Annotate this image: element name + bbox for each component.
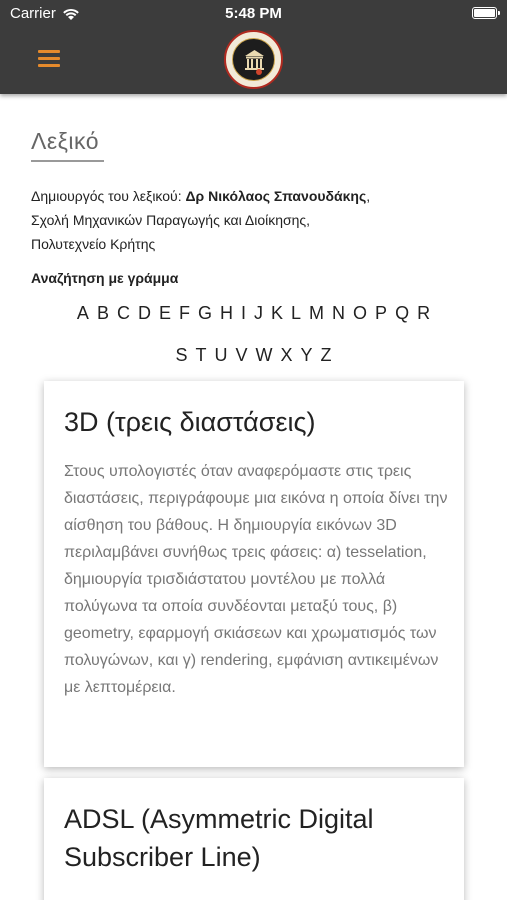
temple-icon [233, 39, 276, 82]
battery-icon [472, 7, 497, 19]
search-by-letter-label: Αναζήτηση με γράμμα [31, 270, 179, 286]
dictionary-entry-card[interactable] [44, 381, 464, 767]
letter-link-r[interactable]: R [417, 303, 431, 323]
letter-link-h[interactable]: H [219, 303, 233, 323]
author-info [31, 184, 471, 256]
letter-link-u[interactable]: U [214, 345, 228, 365]
status-time: 5:48 PM [225, 5, 282, 22]
author-name: Δρ Νικόλαος Σπανουδάκης [185, 188, 367, 204]
author-suffix: , [366, 188, 371, 204]
dictionary-entry-card[interactable] [44, 778, 464, 900]
title-underline [31, 160, 104, 162]
letter-index-row-1 [20, 303, 487, 324]
carrier-label: Carrier [10, 5, 56, 22]
letter-link-x[interactable]: X [280, 345, 293, 365]
letter-link-q[interactable]: Q [395, 303, 410, 323]
letter-link-b[interactable]: B [96, 303, 109, 323]
letter-link-p[interactable]: P [375, 303, 388, 323]
logo-emblem [232, 38, 275, 81]
letter-link-o[interactable]: O [353, 303, 368, 323]
letter-link-m[interactable]: M [309, 303, 325, 323]
letter-link-j[interactable]: J [254, 303, 263, 323]
page-title: Λεξικό [31, 128, 100, 154]
letter-link-s[interactable]: S [175, 345, 188, 365]
letter-link-a[interactable]: A [76, 303, 89, 323]
letter-link-w[interactable]: W [255, 345, 273, 365]
entry-title: ADSL (Asymmetric Digital Subscriber Line) [64, 804, 374, 872]
hamburger-menu-icon[interactable] [38, 50, 62, 70]
letter-link-n[interactable]: N [332, 303, 346, 323]
letter-link-i[interactable]: I [240, 303, 246, 323]
letter-link-g[interactable]: G [197, 303, 212, 323]
letter-link-f[interactable]: F [178, 303, 190, 323]
letter-link-e[interactable]: E [158, 303, 171, 323]
letter-link-d[interactable]: D [137, 303, 151, 323]
letter-link-z[interactable]: Z [320, 345, 332, 365]
author-university: Πολυτεχνείο Κρήτης [31, 236, 156, 252]
app-header [0, 0, 507, 94]
university-logo[interactable] [224, 30, 283, 89]
entry-description: Στους υπολογιστές όταν αναφερόμαστε στις τρεις διαστάσεις, περιγράφουμε μια εικόνα η οποία δίνει την αίσθηση του βάθους. Η δημιουργία εικόνων 3D περιλαμβάνει συνήθως τρεις φάσεις: α) tesselation, δημιουργία τρισδιάστατου μοντέλου με πολλά πολύγωνα τα οποία συνδέονται μεταξύ τους, β) geometry, εφαρμογή σκιάσεων και χρωματισμός των πολυγώνων, και γ) rendering, εμφάνιση αντικειμένων με λεπτομέρεια. [64, 463, 448, 696]
letter-link-l[interactable]: L [291, 303, 302, 323]
letter-link-y[interactable]: Y [300, 345, 313, 365]
letter-link-c[interactable]: C [116, 303, 130, 323]
entry-title: 3D (τρεις διαστάσεις) [64, 407, 316, 437]
author-prefix: Δημιουργός του λεξικού: [31, 188, 186, 204]
status-bar [0, 0, 507, 28]
author-school: Σχολή Μηχανικών Παραγωγής και Διοίκησης, [31, 212, 311, 228]
letter-link-k[interactable]: K [271, 303, 284, 323]
letter-index-row-2 [20, 345, 487, 366]
letter-link-v[interactable]: V [235, 345, 248, 365]
letter-link-t[interactable]: T [195, 345, 207, 365]
